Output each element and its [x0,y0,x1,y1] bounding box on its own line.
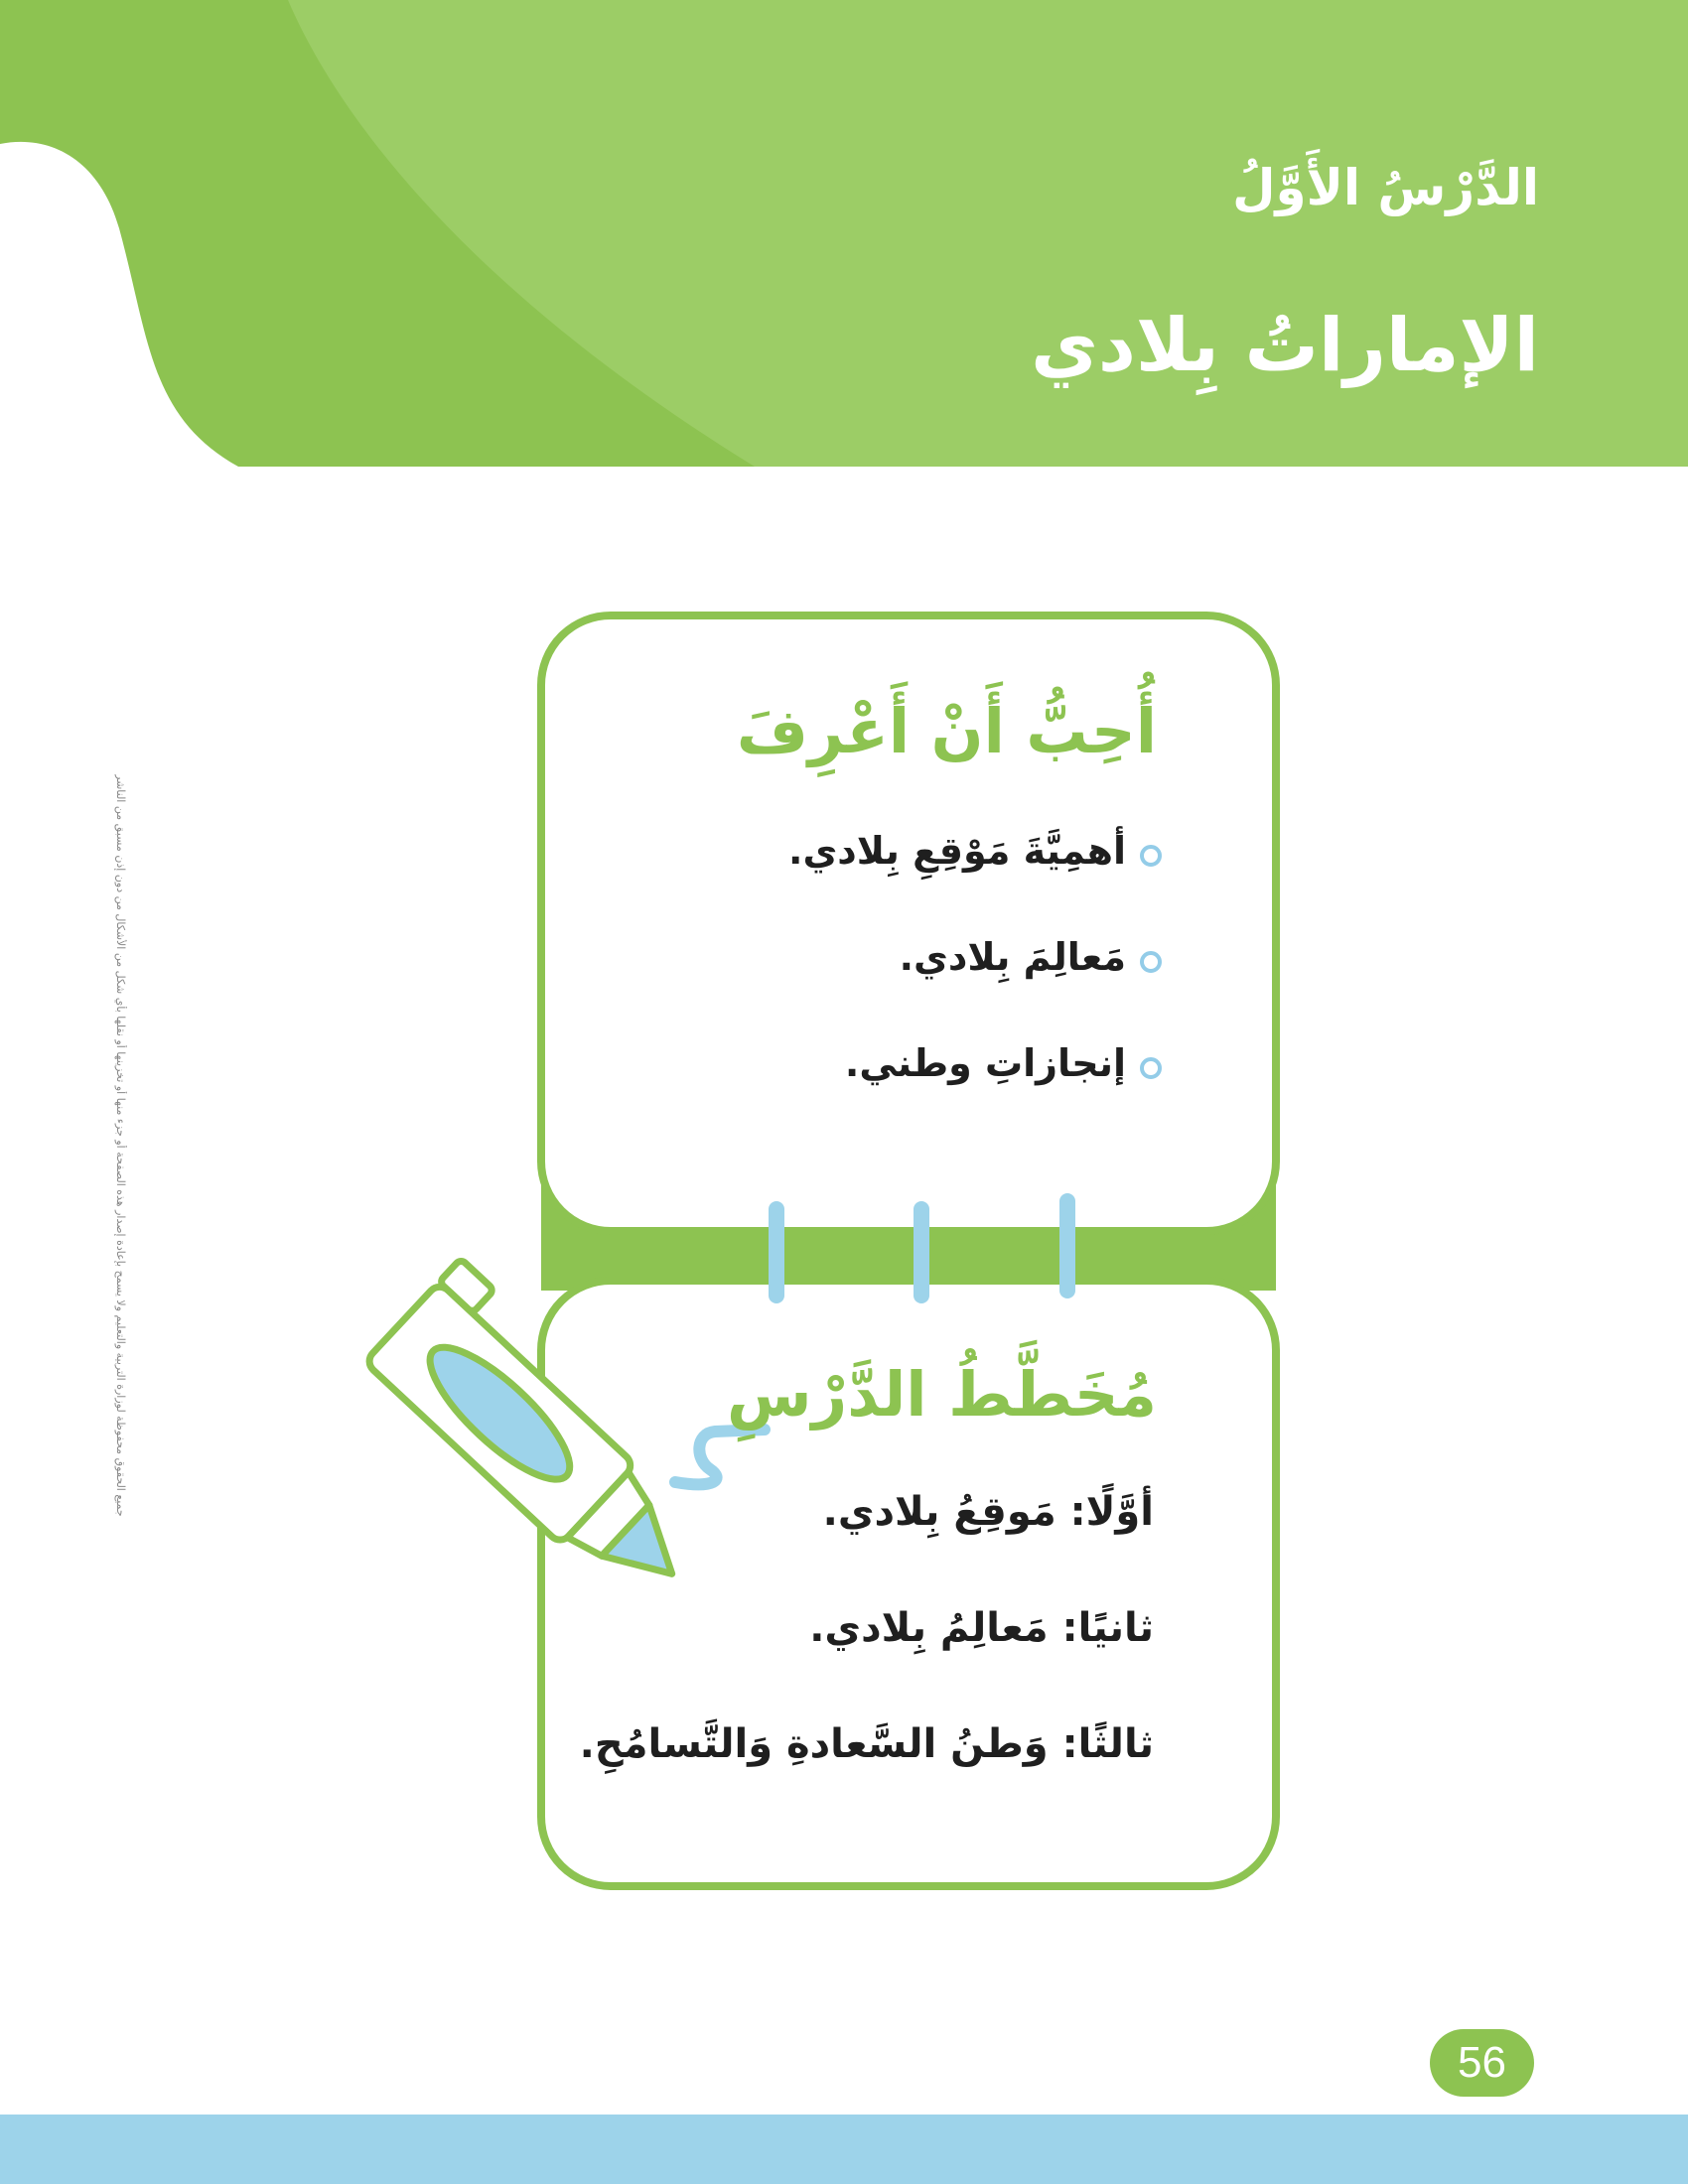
page-number: 56 [1430,2029,1534,2097]
goal-text: أهمِيَّةَ مَوْقِعِ بِلادي. [788,829,1126,873]
goal-text: إنجازاتِ وطني. [844,1041,1126,1085]
learning-goals-list [546,829,1162,1148]
list-item [546,829,1162,935]
list-item [546,935,1162,1041]
lesson-plan-list [399,1489,1154,1838]
circle-bullet-icon [1140,845,1162,867]
circle-bullet-icon [1140,951,1162,973]
learning-goals-title: أُحِبُّ أَنْ أَعْرِفَ [736,695,1157,767]
lesson-number: الدَّرْسُ الأَوَّلُ [1232,159,1539,216]
circle-bullet-icon [1140,1057,1162,1079]
header-banner [0,0,1688,477]
list-item: ثالثًا: وَطنُ السَّعادةِ وَالتَّسامُحِ. [579,1721,1154,1767]
lesson-plan-title: مُخَطَّطُ الدَّرْسِ [726,1358,1157,1431]
lesson-title: الإماراتُ بِلادي [1031,303,1539,388]
goal-text: مَعالِمَ بِلادي. [899,935,1126,979]
footer-band [0,2115,1688,2184]
list-item [546,1041,1162,1148]
copyright-note: جميع الحقوق محفوظة لوزارة التربية والتعليم ولا يسمح بإعادة إصدار هذه الصفحة أو جزء منها أو تخزينها أو نقلها بأي شكل من الأشكال من دون إذن مسبق من الناشر [114,774,127,1517]
list-item: ثانيًا: مَعالِمُ بِلادي. [809,1605,1154,1651]
list-item: أوَّلًا: مَوقِعُ بِلادي. [822,1489,1154,1535]
